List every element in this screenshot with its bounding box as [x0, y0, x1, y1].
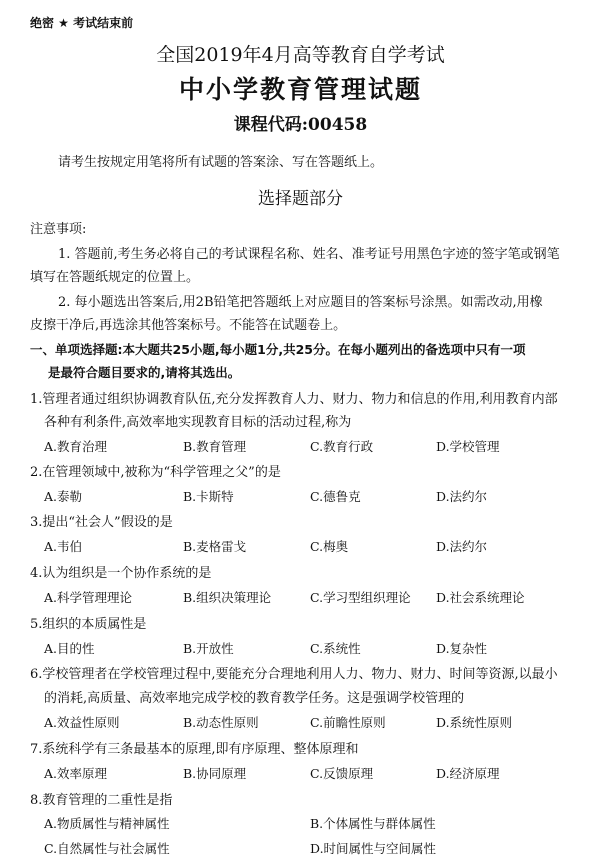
- question-6-stem-line-1: 6.学校管理者在学校管理过程中,要能充分合理地利用人力、物力、财力、时间等资源,以最小: [30, 667, 558, 682]
- question-4-option-b: B.组织决策理论: [183, 590, 272, 605]
- note-1-line-1: 1. 答题前,考生务必将自己的考试课程名称、姓名、准考证号用黑色字迹的签字笔或钢笔: [58, 247, 560, 262]
- question-1-option-d: D.学校管理: [436, 439, 500, 454]
- question-8-stem: 8.教育管理的二重性是指: [30, 793, 173, 808]
- question-7-option-b: B.协同原理: [183, 766, 247, 781]
- question-7-option-c: C.反馈原理: [310, 766, 374, 781]
- question-3-option-d: D.法约尔: [436, 539, 488, 554]
- question-5-option-c: C.系统性: [310, 641, 361, 656]
- question-7-option-d: D.经济原理: [436, 766, 500, 781]
- question-1-option-a: A.教育治理: [44, 439, 108, 454]
- question-6-option-d: D.系统性原则: [436, 715, 513, 730]
- question-3-option-b: B.麦格雷戈: [183, 539, 247, 554]
- question-5-option-d: D.复杂性: [436, 641, 488, 656]
- question-5-stem: 5.组织的本质属性是: [30, 617, 147, 632]
- note-2-line-1: 2. 每小题选出答案后,用2B铅笔把答题纸上对应题目的答案标号涂黑。如需改动,用橡: [58, 295, 543, 310]
- question-2-option-a: A.泰勒: [44, 489, 83, 504]
- question-7-stem: 7.系统科学有三条最基本的原理,即有序原理、整体原理和: [30, 742, 359, 757]
- question-8-option-b: B.个体属性与群体属性: [310, 816, 436, 831]
- question-3-stem: 3.提出“社会人”假设的是: [30, 515, 173, 530]
- question-4-option-d: D.社会系统理论: [436, 590, 525, 605]
- question-4-option-a: A.科学管理理论: [44, 590, 133, 605]
- question-8-option-d: D.时间属性与空间属性: [310, 841, 437, 856]
- question-2-option-b: B.卡斯特: [183, 489, 234, 504]
- question-5-option-a: A.目的性: [44, 641, 95, 656]
- question-4-stem: 4.认为组织是一个协作系统的是: [30, 566, 212, 581]
- question-2-option-c: C.德鲁克: [310, 489, 361, 504]
- question-1-stem-line-1: 1.管理者通过组织协调教育队伍,充分发挥教育人力、财力、物力和信息的作用,利用教育内部: [30, 392, 558, 407]
- question-6-option-b: B.动态性原则: [183, 715, 259, 730]
- question-3-option-a: A.韦伯: [44, 539, 83, 554]
- question-6-option-a: A.效益性原则: [44, 715, 120, 730]
- confidential-label: 绝密 ★ 考试结束前: [30, 16, 134, 30]
- question-1-option-b: B.教育管理: [183, 439, 247, 454]
- part-title: 选择题部分: [258, 189, 343, 209]
- question-1-option-c: C.教育行政: [310, 439, 374, 454]
- question-3-option-c: C.梅奥: [310, 539, 349, 554]
- question-6-option-c: C.前瞻性原则: [310, 715, 386, 730]
- note-1-line-2: 填写在答题纸规定的位置上。: [30, 270, 200, 285]
- question-1-stem-line-2: 各种有利条件,高效率地实现教育目标的活动过程,称为: [44, 415, 352, 430]
- question-6-stem-line-2: 的消耗,高质量、高效率地完成学校的教育教学任务。这是强调学校管理的: [44, 691, 465, 706]
- instruction-text: 请考生按规定用笔将所有试题的答案涂、写在答题纸上。: [58, 155, 384, 170]
- question-2-option-d: D.法约尔: [436, 489, 488, 504]
- course-code: 课程代码:00458: [233, 115, 368, 135]
- note-2-line-2: 皮擦干净后,再选涂其他答案标号。不能答在试题卷上。: [30, 318, 347, 333]
- question-5-option-b: B.开放性: [183, 641, 234, 656]
- subject-title: 中小学教育管理试题: [178, 75, 422, 104]
- question-4-option-c: C.学习型组织理论: [310, 590, 411, 605]
- question-7-option-a: A.效率原理: [44, 766, 108, 781]
- notes-heading: 注意事项:: [30, 222, 87, 237]
- question-2-stem: 2.在管理领域中,被称为“科学管理之父”的是: [30, 465, 281, 480]
- question-8-option-c: C.自然属性与社会属性: [44, 841, 170, 856]
- section-1-heading-line-2: 是最符合题目要求的,请将其选出。: [48, 365, 241, 380]
- exam-title: 全国2019年4月高等教育自学考试: [156, 44, 445, 66]
- section-1-heading-line-1: 一、单项选择题:本大题共25小题,每小题1分,共25分。在每小题列出的备选项中只有一项: [30, 342, 526, 357]
- question-8-option-a: A.物质属性与精神属性: [44, 816, 170, 831]
